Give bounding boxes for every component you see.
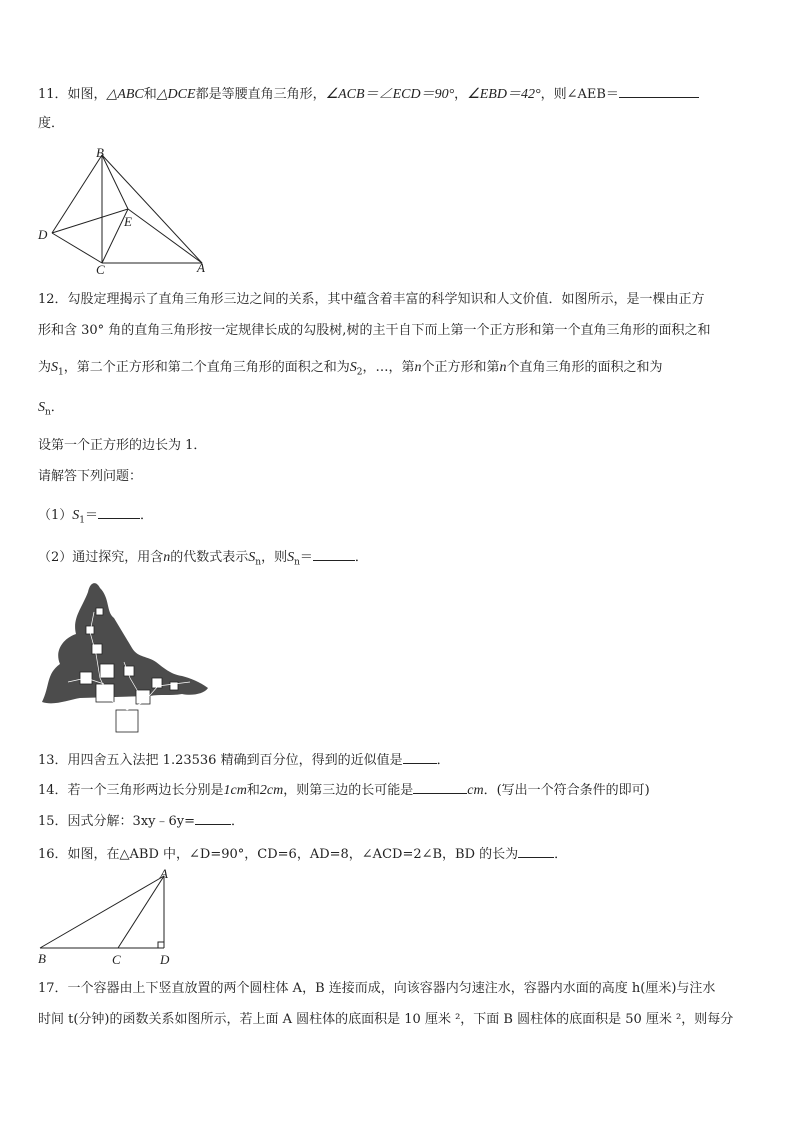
q11-figure <box>30 145 220 277</box>
q11-answer-blank[interactable] <box>619 84 699 98</box>
q12-line1: 12．勾股定理揭示了直角三角形三边之间的关系，其中蕴含着丰富的科学知识和人文价值．如图所示，是一棵由正方 <box>38 292 705 307</box>
label-a: A <box>197 260 205 275</box>
q13-line: 13．用四舍五入法把 1.23536 精确到百分位，得到的近似值是 ． <box>38 750 450 770</box>
q17-line2: 时间 t(分钟)的函数关系如图所示，若上面 A 圆柱体的底面积是 10 厘米 ²，下面 B 圆柱体的底面积是 50 厘米 ²，则每分 <box>38 1012 734 1027</box>
label-a: A <box>160 866 168 881</box>
q12-line6: 请解答下列问题： <box>38 469 143 484</box>
q17-line1: 17．一个容器由上下竖直放置的两个圆柱体 A，B 连接而成，向该容器内匀速注水，容器内水面的高度 h(厘米)与注水 <box>38 981 716 996</box>
q11-line1: 11．如图，△ABC和△DCE都是等腰直角三角形，∠ACB＝∠ECD＝90°，∠EBD＝42°，则∠AEB＝ <box>38 84 699 104</box>
q15-answer-blank[interactable] <box>195 811 231 825</box>
label-c: C <box>96 262 105 277</box>
q15-line: 15．因式分解：3xy﹣6y= ． <box>38 811 244 831</box>
q12-part1: $(1)S_1=$ ． <box>38 505 153 530</box>
q16-figure <box>30 864 180 970</box>
q11-line2: 度． <box>38 116 65 131</box>
label-b: B <box>38 951 46 966</box>
q14-line: 14．若一个三角形两边长分别是1cm和2cm，则第三边的长可能是 cm．(写出一个符合条件的即可) <box>38 780 650 800</box>
q12-part2: （2）通过探究，用含n的代数式表示$S_n$，则$S_n=$ ． <box>38 547 368 572</box>
q12-line3: 为$S_1$，第二个正方形和第二个直角三角形的面积之和为$S_2$，…，第n个正方形和第n个直角三角形的面积之和为 <box>38 360 663 378</box>
q16-answer-blank[interactable] <box>518 844 554 858</box>
q12-part1-answer-blank[interactable] <box>98 505 140 519</box>
q12-line2: 形和含 30° 角的直角三角形按一定规律长成的勾股树,树的主干自下而上第一个正方形和第一个直角三角形的面积之和 <box>38 323 711 338</box>
q14-answer-blank[interactable] <box>413 780 467 794</box>
q16-line: 16．如图，在△ABD 中，∠D=90°，CD=6，AD=8，∠ACD=2∠B，BD 的长为 ． <box>38 844 567 864</box>
q13-answer-blank[interactable] <box>403 750 437 764</box>
q12-line5: 设第一个正方形的边长为 1． <box>38 438 207 453</box>
label-b: B <box>96 145 104 160</box>
label-e: E <box>124 214 132 229</box>
label-d: D <box>38 227 48 242</box>
pythagoras-tree-figure <box>40 578 212 738</box>
label-c: C <box>112 952 121 967</box>
q12-part2-answer-blank[interactable] <box>313 547 355 561</box>
label-d: D <box>160 952 170 967</box>
q12-line4: $S_n$． <box>38 400 64 418</box>
